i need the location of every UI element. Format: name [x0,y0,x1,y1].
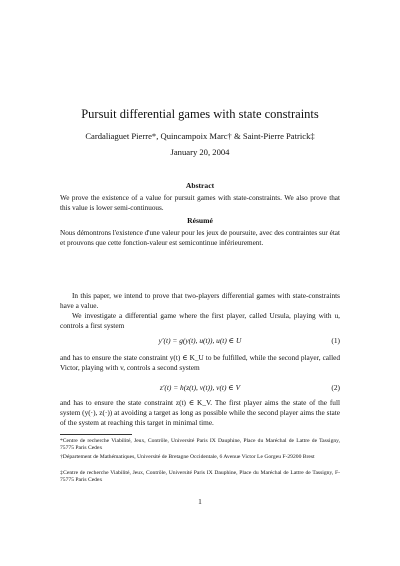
constraint-paragraph-1: and has to ensure the state constraint y(t) ∈ K_U to be fulfilled, while the second player, called Victor, playing with v, controls a second system [60,353,340,372]
footnote-1: *Centre de recherche Viabilité, Jeux, Contrôle, Université Paris IX Dauphine, Place du Maréchal de Lattre de Tassigny, 75775 Paris Cedex [60,438,340,452]
paper-date: January 20, 2004 [170,147,230,157]
constraint-paragraph-2: and has to ensure the state constraint z(t) ∈ K_V. The first player aims the state of the full system (y(·), z(·)) at avoiding a target as long as possible while the second player aims the state of the system at reaching this target in minimal time. [60,398,340,427]
footnote-3: ‡Centre de recherche Viabilité, Jeux, Contrôle, Université Paris IX Dauphine, Place du Maréchal de Lattre de Tassigny, F-75775 Paris Cedex [60,470,340,484]
footnote-2: †Département de Mathématiques, Université de Bretagne Occidentale, 6 Avenue Victor Le Gorgeu F-29200 Brest [60,454,315,460]
equation-2 [60,383,340,395]
resume-text: Nous démontrons l'existence d'une valeur pour les jeux de poursuite, avec des contraintes sur état et prouvons que cette fonction-valeur est semicontinue inférieurement. [60,229,340,247]
page-number: 1 [198,497,202,506]
abstract-text: We prove the existence of a value for pursuit games with state-constraints. We also prove that this value is lower semi-continuous. [60,194,340,212]
paper-title: Pursuit differential games with state constraints [81,107,319,121]
equation-2-expression: z′(t) = h(z(t), v(t)), v(t) ∈ V [159,383,241,392]
intro-paragraph: In this paper, we intend to prove that two-players differential games with state-constraints have a value. [60,291,340,310]
equation-1-number: (1) [331,336,340,345]
equation-2-number: (2) [331,383,340,392]
footnote-rule [60,434,132,435]
equation-1 [60,336,340,348]
abstract-heading: Abstract [185,181,215,190]
author-list: Cardaliaguet Pierre*, Quincampoix Marc† & Saint-Pierre Patrick‡ [85,131,315,141]
game-description-paragraph: We investigate a differential game where the first player, called Ursula, playing with u, controls a first system [60,311,340,330]
equation-1-expression: y′(t) = g(y(t), u(t)), u(t) ∈ U [158,336,242,345]
resume-heading: Résumé [187,216,213,225]
